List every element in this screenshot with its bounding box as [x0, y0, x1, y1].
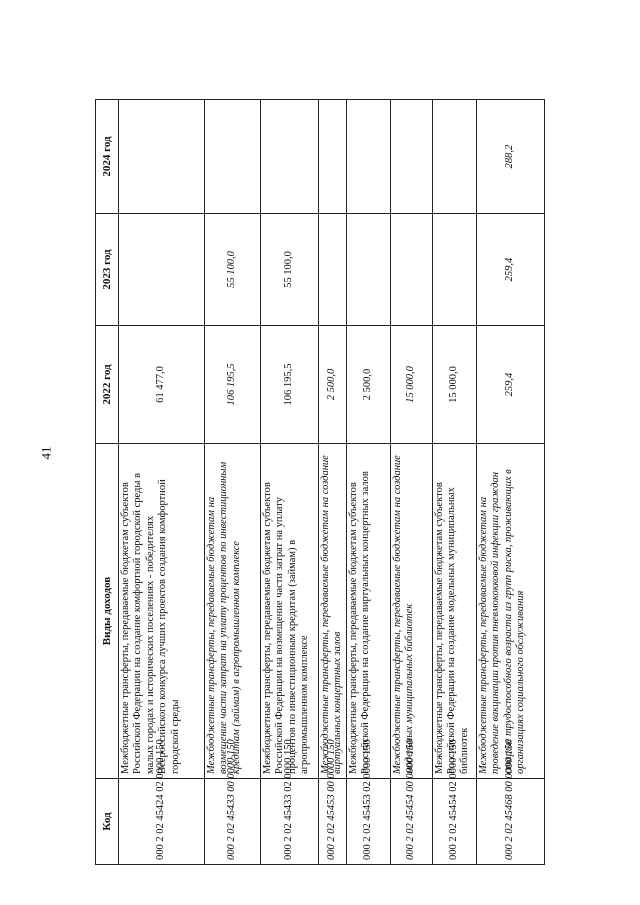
row-income-type: Межбюджетные трансферты, передаваемые бюджетам на создание модельных муниципальных библиотек — [391, 444, 433, 779]
row-value-2023 — [319, 214, 347, 326]
row-value-2022: 61 477,0 — [119, 326, 205, 444]
header-2024: 2024 год — [96, 100, 119, 214]
table-body — [119, 100, 545, 865]
row-income-type: Межбюджетные трансферты, передаваемые бюджетам на возмещение части затрат на уплату процентов по инвестиционным кредитам (займам) в агропромышленном комплексе — [205, 444, 261, 779]
row-code: 000 2 02 45454 00 0000 150 — [391, 779, 433, 865]
row-code: 000 2 02 45424 02 0000 150 — [119, 779, 205, 865]
table-row — [261, 100, 319, 865]
row-value-2024 — [347, 100, 391, 214]
header-code: Код — [96, 779, 119, 865]
row-value-2023 — [347, 214, 391, 326]
rotated-table-container — [95, 100, 540, 865]
row-code: 000 2 02 45433 00 0000 150 — [205, 779, 261, 865]
row-value-2022: 15 000,0 — [391, 326, 433, 444]
row-value-2024 — [319, 100, 347, 214]
row-value-2022: 15 000,0 — [433, 326, 477, 444]
table-header-row — [96, 100, 119, 865]
row-value-2023 — [391, 214, 433, 326]
row-value-2023 — [433, 214, 477, 326]
row-value-2022: 106 195,5 — [205, 326, 261, 444]
row-code: 000 2 02 45468 00 0000 150 — [477, 779, 545, 865]
row-income-type: Межбюджетные трансферты, передаваемые бюджетам на проведение вакцинации против пневмококковой инфекции граждан старше трудоспособного возраста из групп риска, проживающих в организациях социального обслуживания — [477, 444, 545, 779]
row-income-type: Межбюджетные трансферты, передаваемые бюджетам субъектов Российской Федерации на создание модельных муниципальных библиотек — [433, 444, 477, 779]
table-row — [319, 100, 347, 865]
header-2023: 2023 год — [96, 214, 119, 326]
row-value-2022: 106 195,5 — [261, 326, 319, 444]
row-value-2022: 2 500,0 — [347, 326, 391, 444]
row-value-2022: 2 500,0 — [319, 326, 347, 444]
row-value-2023: 55 100,0 — [261, 214, 319, 326]
row-income-type: Межбюджетные трансферты, передаваемые бюджетам на создание виртуальных концертных залов — [319, 444, 347, 779]
row-value-2023: 55 100,0 — [205, 214, 261, 326]
row-income-type: Межбюджетные трансферты, передаваемые бюджетам субъектов Российской Федерации на создание виртуальных концертных залов — [347, 444, 391, 779]
income-table — [95, 99, 545, 865]
page-number: 41 — [38, 446, 54, 460]
row-value-2024 — [261, 100, 319, 214]
table-row — [205, 100, 261, 865]
header-income-type: Виды доходов — [96, 444, 119, 779]
row-code: 000 2 02 45433 02 0000 150 — [261, 779, 319, 865]
row-code: 000 2 02 45454 02 0000 150 — [433, 779, 477, 865]
table-row — [391, 100, 433, 865]
row-value-2023 — [119, 214, 205, 326]
row-code: 000 2 02 45453 00 0000 150 — [319, 779, 347, 865]
table-row — [433, 100, 477, 865]
row-code: 000 2 02 45453 02 0000 150 — [347, 779, 391, 865]
row-income-type: Межбюджетные трансферты, передаваемые бюджетам субъектов Российской Федерации на создание комфортной городской среды в малых городах и исторических поселениях - победителях Всероссийского конкурса лучших проектов создания комфортной городской среды — [119, 444, 205, 779]
row-value-2023: 259,4 — [477, 214, 545, 326]
table-row — [119, 100, 205, 865]
row-value-2024 — [433, 100, 477, 214]
row-value-2024 — [205, 100, 261, 214]
row-value-2024 — [119, 100, 205, 214]
row-value-2022: 259,4 — [477, 326, 545, 444]
row-value-2024 — [391, 100, 433, 214]
header-2022: 2022 год — [96, 326, 119, 444]
row-value-2024: 288,2 — [477, 100, 545, 214]
row-income-type: Межбюджетные трансферты, передаваемые бюджетам субъектов Российской Федерации на возмещение части затрат на уплату процентов по инвестиционным кредитам (займам) в агропромышленном комплексе — [261, 444, 319, 779]
table-row — [477, 100, 545, 865]
table-row — [347, 100, 391, 865]
